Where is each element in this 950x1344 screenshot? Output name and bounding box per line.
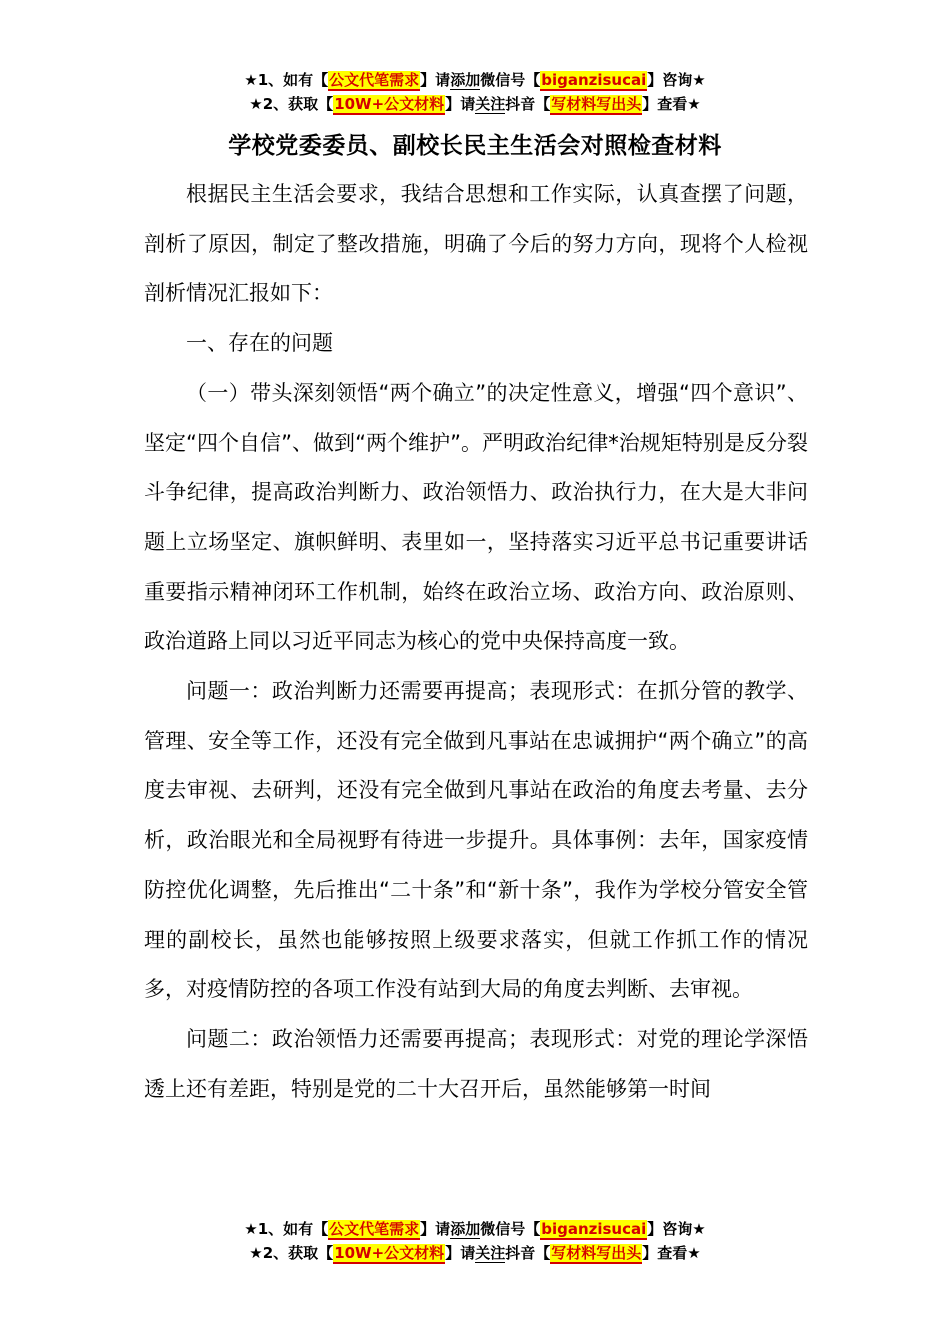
document-title: 学校党委委员、副校长民主生活会对照检查材料 — [228, 133, 722, 159]
promo-highlight: 公文代笔需求 — [329, 71, 420, 89]
promo-banner-top — [0, 68, 950, 116]
promo-text: 微信号【 — [480, 1220, 541, 1238]
paragraph: 根据民主生活会要求，我结合思想和工作实际，认真查摆了问题，剖析了原因，制定了整改措施，明确了今后的努力方向，现将个人检视剖析情况汇报如下： — [144, 182, 808, 306]
promo-highlight: biganzisucai — [541, 71, 647, 89]
promo-text: 】请 — [420, 1220, 451, 1238]
promo-text: ★2、获取【 — [249, 95, 334, 113]
promo-underline-text: 添加 — [450, 1220, 481, 1238]
document-body — [144, 170, 808, 1114]
promo-text: 】咨询★ — [647, 1220, 706, 1238]
promo-text: 】请 — [420, 71, 451, 89]
promo-line-2 — [0, 1241, 950, 1265]
promo-underline-text: 添加 — [450, 71, 481, 89]
promo-text: ★1、如有【 — [244, 71, 329, 89]
promo-text: 】请 — [445, 95, 476, 113]
promo-text: 】查看★ — [642, 95, 701, 113]
promo-highlight: 公文代笔需求 — [329, 1220, 420, 1238]
promo-text: ★1、如有【 — [244, 1220, 329, 1238]
promo-underline-text: 关注 — [475, 1244, 506, 1262]
promo-line-1 — [0, 68, 950, 92]
promo-highlight: 写材料写出头 — [551, 95, 642, 113]
promo-text: 抖音【 — [505, 95, 551, 113]
paragraph: 问题一：政治判断力还需要再提高；表现形式：在抓分管的教学、管理、安全等工作，还没有完全做到凡事站在忠诚拥护“两个确立”的高度去审视、去研判，还没有完全做到凡事站在政治的角度去考量、去分析，政治眼光和全局视野有待进一步提升。具体事例：去年，国家疫情防控优化调整，先后推出“二十条”和“新十条”，我作为学校分管安全管理的副校长，虽然也能够按照上级要求落实，但就工作抓工作的情况多，对疫情防控的各项工作没有站到大局的角度去判断、去审视。 — [144, 679, 808, 1002]
promo-highlight: biganzisucai — [541, 1220, 647, 1238]
paragraph: 问题二：政治领悟力还需要再提高；表现形式：对党的理论学深悟透上还有差距，特别是党的二十大召开后，虽然能够第一时间 — [144, 1026, 808, 1101]
promo-banner-bottom — [0, 1217, 950, 1265]
promo-text: 】查看★ — [642, 1244, 701, 1262]
promo-text: ★2、获取【 — [249, 1244, 334, 1262]
promo-text: 抖音【 — [505, 1244, 551, 1262]
promo-underline-text: 关注 — [475, 95, 506, 113]
promo-line-1 — [0, 1217, 950, 1241]
promo-text: 】咨询★ — [647, 71, 706, 89]
promo-highlight: 写材料写出头 — [551, 1244, 642, 1262]
promo-highlight: 10W+公文材料 — [334, 1244, 445, 1262]
promo-text: 微信号【 — [480, 71, 541, 89]
promo-line-2 — [0, 92, 950, 116]
section-heading: 一、存在的问题 — [186, 331, 333, 356]
paragraph: （一）带头深刻领悟“两个确立”的决定性意义，增强“四个意识”、坚定“四个自信”、做到“两个维护”。严明政治纪律*治规矩特别是反分裂斗争纪律，提高政治判断力、政治领悟力、政治执行力，在大是大非问题上立场坚定、旗帜鲜明、表里如一，坚持落实习近平总书记重要讲话重要指示精神闭环工作机制，始终在政治立场、政治方向、政治原则、政治道路上同以习近平同志为核心的党中央保持高度一致。 — [144, 380, 808, 654]
promo-text: 】请 — [445, 1244, 476, 1262]
promo-highlight: 10W+公文材料 — [334, 95, 445, 113]
